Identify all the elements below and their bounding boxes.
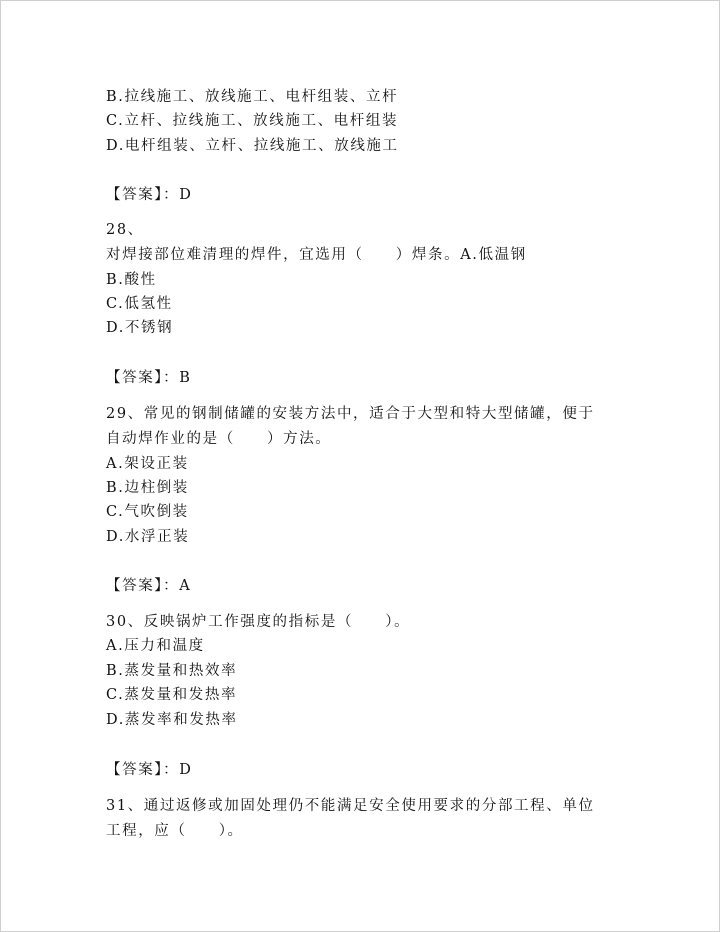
- q30-option-c: C.蒸发量和发热率: [106, 687, 238, 703]
- q28-option-c: C.低氢性: [106, 296, 173, 312]
- q31-stem-line1: 31、通过返修或加固处理仍不能满足安全使用要求的分部工程、单位: [106, 798, 595, 814]
- q29-stem-line1: 29、常见的钢制储罐的安装方法中，适合于大型和特大型储罐，便于: [106, 406, 595, 422]
- q29-stem-line2: 自动焊作业的是（ ）方法。: [106, 431, 332, 447]
- q28-option-b: B.酸性: [106, 272, 157, 288]
- q29-option-d: D.水浮正装: [106, 529, 190, 545]
- q29-option-b: B.边柱倒装: [106, 480, 189, 496]
- q30-stem: 30、反映锅炉工作强度的指标是（ ）。: [106, 614, 411, 630]
- q31-stem-line2: 工程，应（ ）。: [106, 823, 244, 839]
- q28-stem: 对焊接部位难清理的焊件，宜选用（ ）焊条。A.低温钢: [106, 247, 527, 263]
- q30-answer: 【答案】：D: [106, 762, 193, 778]
- q27-option-b: B.拉线施工、放线施工、电杆组装、立杆: [106, 89, 399, 105]
- q29-option-a: A.架设正装: [106, 456, 189, 472]
- q29-answer: 【答案】：A: [106, 578, 192, 594]
- q28-number: 28、: [106, 222, 144, 238]
- q28-option-d: D.不锈钢: [106, 320, 174, 336]
- q27-option-d: D.电杆组装、立杆、拉线施工、放线施工: [106, 138, 399, 154]
- q30-option-b: B.蒸发量和热效率: [106, 663, 238, 679]
- q28-answer: 【答案】：B: [106, 370, 192, 386]
- q29-option-c: C.气吹倒装: [106, 504, 189, 520]
- q27-answer: 【答案】：D: [106, 187, 193, 203]
- q30-option-a: A.压力和温度: [106, 638, 205, 654]
- q27-option-c: C.立杆、拉线施工、放线施工、电杆组装: [106, 113, 399, 129]
- q30-option-d: D.蒸发率和发热率: [106, 712, 238, 728]
